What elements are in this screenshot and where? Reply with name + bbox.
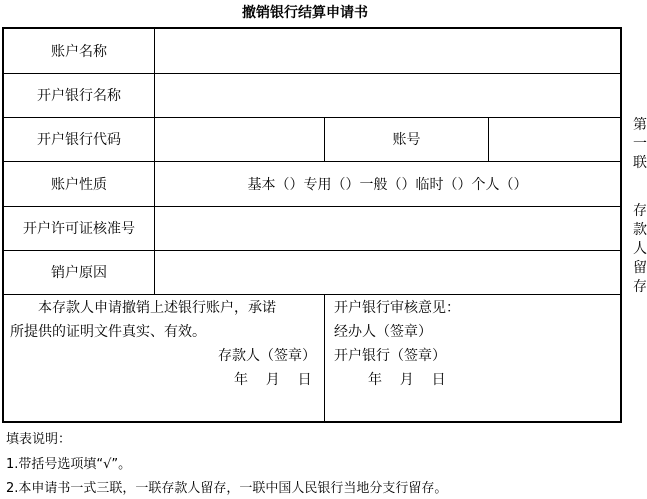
license-number-field[interactable] [155, 206, 620, 250]
agent-signature: 经办人（签章） [334, 324, 432, 340]
declaration-date: 年 月 日 [234, 372, 312, 388]
declaration-line-2: 所提供的证明文件真实、有效。 [10, 324, 206, 340]
account-name-label: 账户名称 [51, 44, 107, 60]
account-type-label: 账户性质 [51, 176, 107, 193]
account-name-field[interactable] [155, 29, 620, 73]
column-divider [324, 294, 325, 421]
note-item-2: 2.本申请书一式三联，一联存款人留存，一联中国人民银行当地分支行留存。 [6, 481, 448, 496]
row-divider [4, 294, 620, 295]
account-number-label: 账号 [392, 132, 421, 148]
closing-reason-field[interactable] [155, 250, 620, 294]
declaration-line-1: 本存款人申请撤销上述银行账户，承诺 [38, 300, 276, 316]
application-form [2, 27, 622, 423]
copy-number-label: 第 一 联 [633, 117, 647, 171]
bank-signature: 开户银行（签章） [334, 348, 446, 364]
bank-code-field[interactable] [155, 117, 324, 161]
bank-review-header: 开户银行审核意见： [334, 300, 460, 316]
bank-review-date: 年 月 日 [368, 372, 446, 388]
depositor-keep-label: 存 款 人 留 存 [633, 203, 647, 295]
bank-name-field[interactable] [155, 73, 620, 117]
notes-heading: 填表说明： [6, 432, 72, 447]
closing-reason-label: 销户原因 [51, 265, 107, 281]
bank-name-label: 开户银行名称 [37, 88, 121, 104]
license-number-label: 开户许可证核准号 [23, 221, 135, 237]
account-type-options[interactable]: 基本（）专用（）一般（）临时（）个人（） [247, 176, 528, 193]
note-item-1: 1.带括号选项填“√”。 [6, 457, 132, 472]
form-title: 撤销银行结算申请书 [242, 5, 368, 21]
account-number-field[interactable] [489, 117, 620, 161]
bank-code-label: 开户银行代码 [37, 132, 121, 148]
depositor-signature: 存款人（签章） [218, 348, 316, 364]
